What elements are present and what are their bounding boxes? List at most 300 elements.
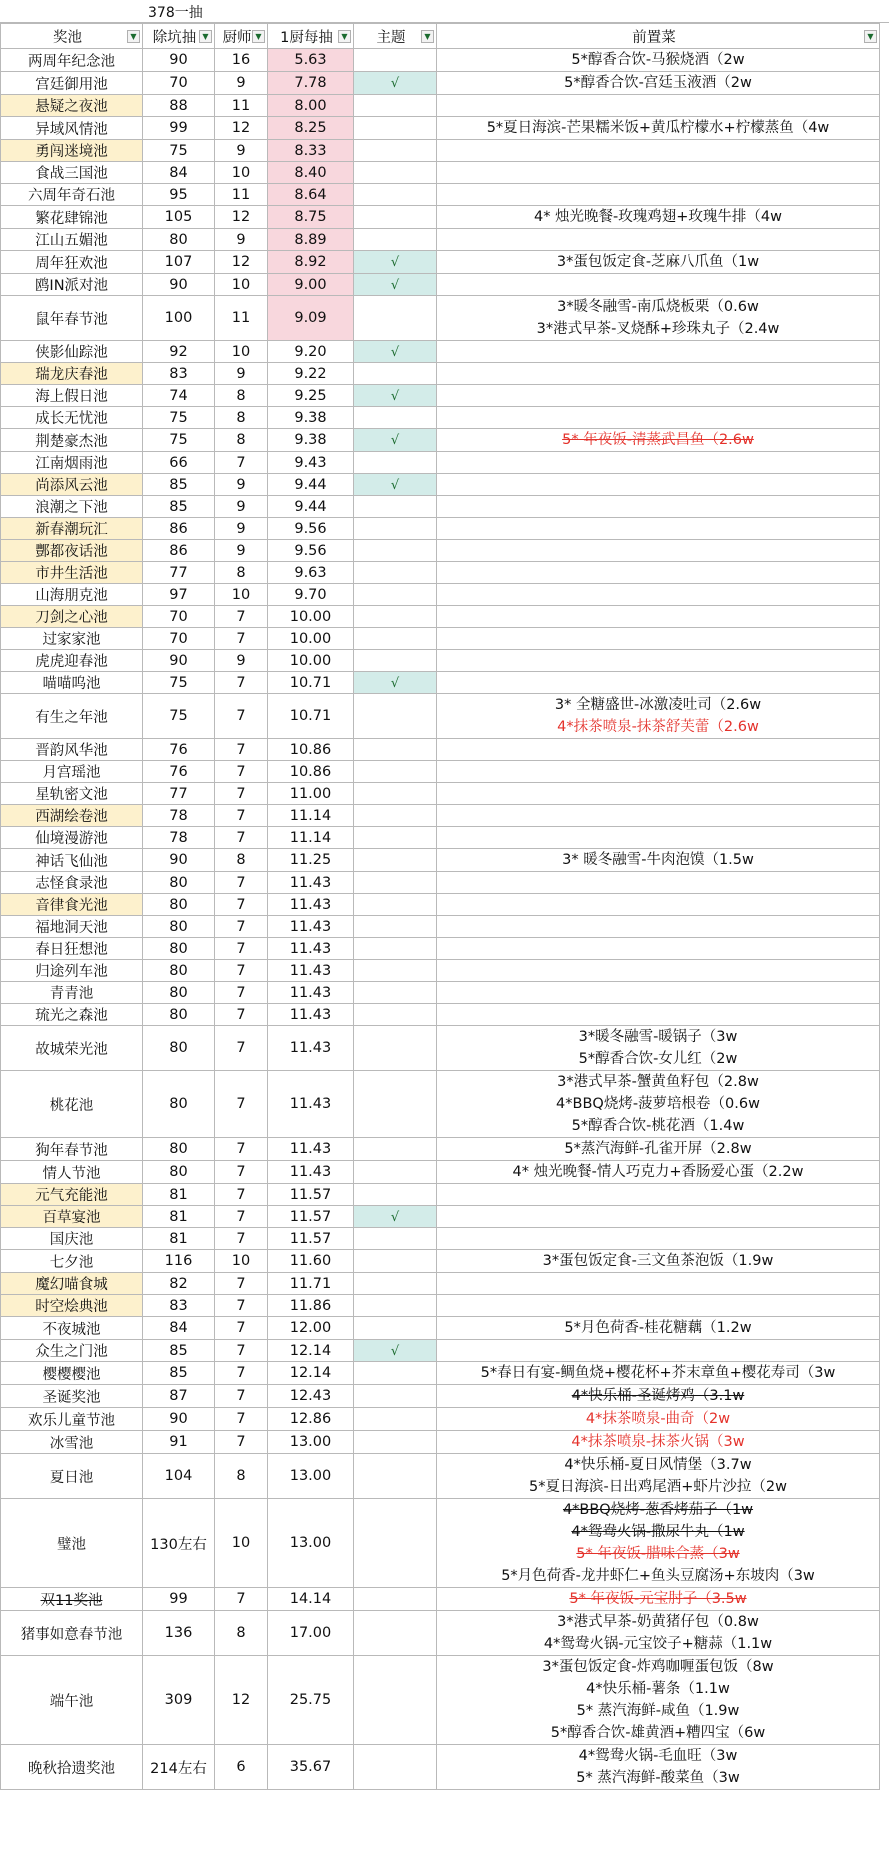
cell-avg[interactable]: 9.44 <box>268 496 354 518</box>
cell-theme[interactable] <box>354 628 437 650</box>
cell-prereq[interactable] <box>437 938 880 960</box>
table-row[interactable] <box>1 1611 880 1656</box>
cell-chefs[interactable]: 7 <box>215 1431 268 1454</box>
cell-pool-name[interactable]: 市井生活池 <box>1 562 143 584</box>
cell-draws[interactable]: 76 <box>143 761 215 783</box>
cell-draws[interactable]: 80 <box>143 1026 215 1071</box>
cell-prereq[interactable] <box>437 229 880 251</box>
cell-avg[interactable]: 11.43 <box>268 894 354 916</box>
cell-draws[interactable]: 92 <box>143 341 215 363</box>
cell-prereq[interactable] <box>437 982 880 1004</box>
cell-theme[interactable] <box>354 1184 437 1206</box>
cell-prereq[interactable] <box>437 694 880 739</box>
table-row[interactable] <box>1 562 880 584</box>
cell-chefs[interactable]: 7 <box>215 1004 268 1026</box>
cell-draws[interactable]: 80 <box>143 1138 215 1161</box>
table-row[interactable] <box>1 385 880 407</box>
cell-chefs[interactable]: 10 <box>215 162 268 184</box>
cell-pool-name[interactable]: 夏日池 <box>1 1454 143 1499</box>
cell-avg[interactable]: 11.43 <box>268 916 354 938</box>
cell-prereq[interactable] <box>437 1408 880 1431</box>
cell-theme[interactable] <box>354 117 437 140</box>
table-row[interactable] <box>1 452 880 474</box>
cell-pool-name[interactable]: 福地洞天池 <box>1 916 143 938</box>
cell-pool-name[interactable]: 江南烟雨池 <box>1 452 143 474</box>
cell-avg[interactable]: 11.60 <box>268 1250 354 1273</box>
cell-chefs[interactable]: 12 <box>215 251 268 274</box>
cell-theme[interactable] <box>354 162 437 184</box>
cell-pool-name[interactable]: 狗年春节池 <box>1 1138 143 1161</box>
cell-draws[interactable]: 90 <box>143 650 215 672</box>
cell-draws[interactable]: 75 <box>143 429 215 452</box>
cell-chefs[interactable]: 7 <box>215 916 268 938</box>
filter-dropdown-icon[interactable]: ▼ <box>338 30 351 43</box>
table-row[interactable] <box>1 1362 880 1385</box>
cell-avg[interactable]: 8.33 <box>268 140 354 162</box>
header-chefs[interactable] <box>215 24 268 49</box>
cell-draws[interactable]: 104 <box>143 1454 215 1499</box>
cell-theme[interactable] <box>354 1588 437 1611</box>
cell-pool-name[interactable]: 繁花肆锦池 <box>1 206 143 229</box>
table-row[interactable] <box>1 827 880 849</box>
table-row[interactable] <box>1 274 880 296</box>
cell-draws[interactable]: 86 <box>143 518 215 540</box>
cell-prereq[interactable] <box>437 1026 880 1071</box>
cell-pool-name[interactable]: 浪潮之下池 <box>1 496 143 518</box>
table-row[interactable] <box>1 429 880 452</box>
cell-prereq[interactable] <box>437 206 880 229</box>
header-draws[interactable] <box>143 24 215 49</box>
cell-theme[interactable] <box>354 1138 437 1161</box>
cell-avg[interactable]: 11.71 <box>268 1273 354 1295</box>
cell-chefs[interactable]: 12 <box>215 117 268 140</box>
cell-pool-name[interactable]: 鸥IN派对池 <box>1 274 143 296</box>
cell-draws[interactable]: 83 <box>143 363 215 385</box>
cell-draws[interactable]: 88 <box>143 95 215 117</box>
cell-avg[interactable]: 35.67 <box>268 1745 354 1790</box>
cell-pool-name[interactable]: 七夕池 <box>1 1250 143 1273</box>
table-row[interactable] <box>1 606 880 628</box>
table-row[interactable] <box>1 206 880 229</box>
cell-theme[interactable] <box>354 274 437 296</box>
cell-chefs[interactable]: 7 <box>215 672 268 694</box>
cell-chefs[interactable]: 7 <box>215 783 268 805</box>
table-row[interactable] <box>1 1273 880 1295</box>
cell-chefs[interactable]: 7 <box>215 1161 268 1184</box>
cell-avg[interactable]: 12.86 <box>268 1408 354 1431</box>
cell-pool-name[interactable]: 悬疑之夜池 <box>1 95 143 117</box>
cell-chefs[interactable]: 7 <box>215 1588 268 1611</box>
table-row[interactable] <box>1 1385 880 1408</box>
cell-prereq[interactable] <box>437 140 880 162</box>
cell-theme[interactable] <box>354 1317 437 1340</box>
table-row[interactable] <box>1 95 880 117</box>
table-row[interactable] <box>1 474 880 496</box>
table-row[interactable] <box>1 1745 880 1790</box>
cell-draws[interactable]: 99 <box>143 117 215 140</box>
cell-avg[interactable]: 11.43 <box>268 1071 354 1138</box>
cell-theme[interactable] <box>354 206 437 229</box>
cell-theme[interactable] <box>354 184 437 206</box>
cell-draws[interactable]: 95 <box>143 184 215 206</box>
cell-draws[interactable]: 83 <box>143 1295 215 1317</box>
cell-prereq[interactable] <box>437 274 880 296</box>
cell-prereq[interactable] <box>437 562 880 584</box>
cell-theme[interactable] <box>354 407 437 429</box>
cell-theme[interactable] <box>354 1004 437 1026</box>
cell-chefs[interactable]: 9 <box>215 363 268 385</box>
cell-avg[interactable]: 8.92 <box>268 251 354 274</box>
cell-avg[interactable]: 12.14 <box>268 1362 354 1385</box>
table-row[interactable] <box>1 1206 880 1228</box>
cell-avg[interactable]: 10.00 <box>268 650 354 672</box>
cell-chefs[interactable]: 10 <box>215 1499 268 1588</box>
cell-draws[interactable]: 116 <box>143 1250 215 1273</box>
table-row[interactable] <box>1 1026 880 1071</box>
cell-draws[interactable]: 81 <box>143 1184 215 1206</box>
cell-pool-name[interactable]: 魔幻喵食城 <box>1 1273 143 1295</box>
table-row[interactable] <box>1 938 880 960</box>
table-row[interactable] <box>1 849 880 872</box>
cell-draws[interactable]: 66 <box>143 452 215 474</box>
cell-prereq[interactable] <box>437 496 880 518</box>
filter-dropdown-icon[interactable]: ▼ <box>252 30 265 43</box>
cell-avg[interactable]: 13.00 <box>268 1499 354 1588</box>
cell-pool-name[interactable]: 荆楚豪杰池 <box>1 429 143 452</box>
cell-pool-name[interactable]: 月宫瑶池 <box>1 761 143 783</box>
cell-pool-name[interactable]: 过家家池 <box>1 628 143 650</box>
table-row[interactable] <box>1 363 880 385</box>
cell-chefs[interactable]: 8 <box>215 385 268 407</box>
cell-draws[interactable]: 76 <box>143 739 215 761</box>
cell-chefs[interactable]: 9 <box>215 140 268 162</box>
cell-chefs[interactable]: 9 <box>215 72 268 95</box>
cell-draws[interactable]: 99 <box>143 1588 215 1611</box>
cell-draws[interactable]: 100 <box>143 296 215 341</box>
cell-prereq[interactable] <box>437 916 880 938</box>
cell-avg[interactable]: 9.22 <box>268 363 354 385</box>
table-row[interactable] <box>1 805 880 827</box>
cell-theme[interactable] <box>354 452 437 474</box>
cell-chefs[interactable]: 7 <box>215 872 268 894</box>
cell-draws[interactable]: 74 <box>143 385 215 407</box>
cell-prereq[interactable] <box>437 1273 880 1295</box>
cell-theme[interactable] <box>354 1408 437 1431</box>
table-row[interactable] <box>1 49 880 72</box>
cell-pool-name[interactable]: 宫廷御用池 <box>1 72 143 95</box>
cell-avg[interactable]: 13.00 <box>268 1431 354 1454</box>
cell-avg[interactable]: 11.14 <box>268 827 354 849</box>
cell-avg[interactable]: 11.14 <box>268 805 354 827</box>
cell-chefs[interactable]: 11 <box>215 95 268 117</box>
table-row[interactable] <box>1 982 880 1004</box>
cell-draws[interactable]: 90 <box>143 49 215 72</box>
cell-avg[interactable]: 9.70 <box>268 584 354 606</box>
cell-draws[interactable]: 90 <box>143 1408 215 1431</box>
cell-draws[interactable]: 77 <box>143 562 215 584</box>
cell-pool-name[interactable]: 晚秋拾遗奖池 <box>1 1745 143 1790</box>
cell-prereq[interactable] <box>437 251 880 274</box>
cell-draws[interactable]: 75 <box>143 672 215 694</box>
cell-chefs[interactable]: 7 <box>215 628 268 650</box>
cell-draws[interactable]: 85 <box>143 1362 215 1385</box>
cell-pool-name[interactable]: 璧池 <box>1 1499 143 1588</box>
cell-chefs[interactable]: 7 <box>215 1408 268 1431</box>
cell-theme[interactable] <box>354 1454 437 1499</box>
table-row[interactable] <box>1 1340 880 1362</box>
cell-prereq[interactable] <box>437 1431 880 1454</box>
cell-chefs[interactable]: 7 <box>215 694 268 739</box>
table-row[interactable] <box>1 1004 880 1026</box>
cell-avg[interactable]: 8.00 <box>268 95 354 117</box>
cell-prereq[interactable] <box>437 1317 880 1340</box>
cell-theme[interactable] <box>354 1206 437 1228</box>
cell-theme[interactable] <box>354 938 437 960</box>
cell-prereq[interactable] <box>437 1340 880 1362</box>
table-row[interactable] <box>1 1295 880 1317</box>
cell-theme[interactable] <box>354 694 437 739</box>
cell-avg[interactable]: 11.57 <box>268 1206 354 1228</box>
cell-avg[interactable]: 9.63 <box>268 562 354 584</box>
table-row[interactable] <box>1 1454 880 1499</box>
cell-prereq[interactable] <box>437 341 880 363</box>
cell-prereq[interactable] <box>437 872 880 894</box>
cell-prereq[interactable] <box>437 628 880 650</box>
cell-draws[interactable]: 90 <box>143 274 215 296</box>
cell-theme[interactable] <box>354 1385 437 1408</box>
cell-prereq[interactable] <box>437 95 880 117</box>
cell-avg[interactable]: 5.63 <box>268 49 354 72</box>
cell-avg[interactable]: 11.43 <box>268 1161 354 1184</box>
cell-draws[interactable]: 107 <box>143 251 215 274</box>
table-row[interactable] <box>1 761 880 783</box>
cell-pool-name[interactable]: 新春潮玩汇 <box>1 518 143 540</box>
cell-chefs[interactable]: 7 <box>215 894 268 916</box>
cell-draws[interactable]: 81 <box>143 1206 215 1228</box>
cell-chefs[interactable]: 7 <box>215 739 268 761</box>
cell-pool-name[interactable]: 百草宴池 <box>1 1206 143 1228</box>
cell-pool-name[interactable]: 不夜城池 <box>1 1317 143 1340</box>
table-row[interactable] <box>1 1228 880 1250</box>
cell-chefs[interactable]: 12 <box>215 1656 268 1745</box>
cell-theme[interactable] <box>354 1431 437 1454</box>
cell-draws[interactable]: 70 <box>143 606 215 628</box>
cell-theme[interactable] <box>354 363 437 385</box>
cell-pool-name[interactable]: 琉光之森池 <box>1 1004 143 1026</box>
cell-avg[interactable]: 13.00 <box>268 1454 354 1499</box>
cell-chefs[interactable]: 7 <box>215 1295 268 1317</box>
cell-theme[interactable] <box>354 1273 437 1295</box>
cell-draws[interactable]: 90 <box>143 849 215 872</box>
table-row[interactable] <box>1 341 880 363</box>
filter-dropdown-icon[interactable]: ▼ <box>127 30 140 43</box>
table-row[interactable] <box>1 1250 880 1273</box>
cell-pool-name[interactable]: 故城荣光池 <box>1 1026 143 1071</box>
cell-draws[interactable]: 77 <box>143 783 215 805</box>
cell-theme[interactable] <box>354 1745 437 1790</box>
cell-avg[interactable]: 10.00 <box>268 606 354 628</box>
cell-theme[interactable] <box>354 296 437 341</box>
cell-prereq[interactable] <box>437 1499 880 1588</box>
cell-draws[interactable]: 80 <box>143 1071 215 1138</box>
cell-avg[interactable]: 9.43 <box>268 452 354 474</box>
cell-pool-name[interactable]: 欢乐儿童节池 <box>1 1408 143 1431</box>
filter-dropdown-icon[interactable]: ▼ <box>199 30 212 43</box>
table-row[interactable] <box>1 496 880 518</box>
cell-theme[interactable] <box>354 429 437 452</box>
cell-draws[interactable]: 85 <box>143 1340 215 1362</box>
cell-avg[interactable]: 10.71 <box>268 694 354 739</box>
cell-pool-name[interactable]: 国庆池 <box>1 1228 143 1250</box>
table-row[interactable] <box>1 1656 880 1745</box>
cell-chefs[interactable]: 8 <box>215 1611 268 1656</box>
cell-avg[interactable]: 8.64 <box>268 184 354 206</box>
cell-avg[interactable]: 11.43 <box>268 1026 354 1071</box>
cell-pool-name[interactable]: 海上假日池 <box>1 385 143 407</box>
cell-chefs[interactable]: 9 <box>215 540 268 562</box>
table-row[interactable] <box>1 1138 880 1161</box>
header-prereq[interactable] <box>437 24 880 49</box>
cell-avg[interactable]: 9.09 <box>268 296 354 341</box>
cell-avg[interactable]: 12.43 <box>268 1385 354 1408</box>
cell-pool-name[interactable]: 情人节池 <box>1 1161 143 1184</box>
cell-pool-name[interactable]: 勇闯迷境池 <box>1 140 143 162</box>
cell-theme[interactable] <box>354 982 437 1004</box>
cell-prereq[interactable] <box>437 1161 880 1184</box>
cell-avg[interactable]: 9.25 <box>268 385 354 407</box>
cell-pool-name[interactable]: 端午池 <box>1 1656 143 1745</box>
cell-theme[interactable] <box>354 540 437 562</box>
cell-theme[interactable] <box>354 805 437 827</box>
cell-avg[interactable]: 9.20 <box>268 341 354 363</box>
cell-prereq[interactable] <box>437 761 880 783</box>
cell-pool-name[interactable]: 时空烩典池 <box>1 1295 143 1317</box>
table-row[interactable] <box>1 184 880 206</box>
cell-draws[interactable]: 80 <box>143 1161 215 1184</box>
table-row[interactable] <box>1 650 880 672</box>
cell-avg[interactable]: 11.43 <box>268 872 354 894</box>
cell-theme[interactable] <box>354 960 437 982</box>
cell-theme[interactable] <box>354 739 437 761</box>
cell-draws[interactable]: 84 <box>143 1317 215 1340</box>
cell-prereq[interactable] <box>437 407 880 429</box>
cell-pool-name[interactable]: 冰雪池 <box>1 1431 143 1454</box>
cell-chefs[interactable]: 9 <box>215 229 268 251</box>
table-row[interactable] <box>1 117 880 140</box>
cell-prereq[interactable] <box>437 72 880 95</box>
cell-theme[interactable] <box>354 385 437 407</box>
table-row[interactable] <box>1 407 880 429</box>
cell-avg[interactable]: 12.00 <box>268 1317 354 1340</box>
cell-theme[interactable] <box>354 783 437 805</box>
cell-pool-name[interactable]: 桃花池 <box>1 1071 143 1138</box>
cell-draws[interactable]: 80 <box>143 982 215 1004</box>
cell-prereq[interactable] <box>437 1611 880 1656</box>
cell-prereq[interactable] <box>437 1588 880 1611</box>
cell-prereq[interactable] <box>437 1071 880 1138</box>
cell-chefs[interactable]: 7 <box>215 960 268 982</box>
cell-chefs[interactable]: 8 <box>215 1454 268 1499</box>
table-row[interactable] <box>1 1071 880 1138</box>
cell-theme[interactable] <box>354 761 437 783</box>
table-row[interactable] <box>1 1431 880 1454</box>
cell-pool-name[interactable]: 双11奖池 <box>1 1588 143 1611</box>
table-row[interactable] <box>1 1408 880 1431</box>
cell-draws[interactable]: 70 <box>143 628 215 650</box>
cell-theme[interactable] <box>354 562 437 584</box>
cell-pool-name[interactable]: 山海朋克池 <box>1 584 143 606</box>
cell-prereq[interactable] <box>437 1138 880 1161</box>
cell-chefs[interactable]: 7 <box>215 982 268 1004</box>
cell-chefs[interactable]: 7 <box>215 1340 268 1362</box>
cell-chefs[interactable]: 7 <box>215 606 268 628</box>
cell-draws[interactable]: 81 <box>143 1228 215 1250</box>
cell-pool-name[interactable]: 晋韵风华池 <box>1 739 143 761</box>
cell-pool-name[interactable]: 周年狂欢池 <box>1 251 143 274</box>
table-row[interactable] <box>1 1161 880 1184</box>
cell-draws[interactable]: 97 <box>143 584 215 606</box>
cell-prereq[interactable] <box>437 739 880 761</box>
cell-prereq[interactable] <box>437 184 880 206</box>
cell-avg[interactable]: 17.00 <box>268 1611 354 1656</box>
cell-chefs[interactable]: 9 <box>215 496 268 518</box>
cell-pool-name[interactable]: 刀剑之心池 <box>1 606 143 628</box>
table-row[interactable] <box>1 672 880 694</box>
cell-avg[interactable]: 11.00 <box>268 783 354 805</box>
table-row[interactable] <box>1 739 880 761</box>
cell-pool-name[interactable]: 猪事如意春节池 <box>1 1611 143 1656</box>
cell-avg[interactable]: 12.14 <box>268 1340 354 1362</box>
cell-avg[interactable]: 11.43 <box>268 1138 354 1161</box>
cell-theme[interactable] <box>354 341 437 363</box>
table-row[interactable] <box>1 1499 880 1588</box>
cell-avg[interactable]: 11.43 <box>268 938 354 960</box>
cell-prereq[interactable] <box>437 540 880 562</box>
cell-draws[interactable]: 82 <box>143 1273 215 1295</box>
cell-draws[interactable]: 80 <box>143 938 215 960</box>
cell-draws[interactable]: 214左右 <box>143 1745 215 1790</box>
cell-pool-name[interactable]: 瑞龙庆春池 <box>1 363 143 385</box>
cell-chefs[interactable]: 7 <box>215 1362 268 1385</box>
cell-prereq[interactable] <box>437 672 880 694</box>
cell-pool-name[interactable]: 鼠年春节池 <box>1 296 143 341</box>
cell-theme[interactable] <box>354 1362 437 1385</box>
cell-prereq[interactable] <box>437 385 880 407</box>
cell-pool-name[interactable]: 食战三国池 <box>1 162 143 184</box>
cell-avg[interactable]: 7.78 <box>268 72 354 95</box>
cell-theme[interactable] <box>354 650 437 672</box>
cell-prereq[interactable] <box>437 1656 880 1745</box>
cell-pool-name[interactable]: 仙境漫游池 <box>1 827 143 849</box>
cell-draws[interactable]: 80 <box>143 960 215 982</box>
cell-draws[interactable]: 86 <box>143 540 215 562</box>
cell-prereq[interactable] <box>437 1454 880 1499</box>
cell-theme[interactable] <box>354 1071 437 1138</box>
cell-prereq[interactable] <box>437 1228 880 1250</box>
cell-prereq[interactable] <box>437 1206 880 1228</box>
cell-avg[interactable]: 11.57 <box>268 1184 354 1206</box>
cell-theme[interactable] <box>354 894 437 916</box>
cell-avg[interactable]: 10.86 <box>268 761 354 783</box>
cell-chefs[interactable]: 9 <box>215 650 268 672</box>
cell-avg[interactable]: 8.40 <box>268 162 354 184</box>
cell-chefs[interactable]: 11 <box>215 184 268 206</box>
cell-prereq[interactable] <box>437 827 880 849</box>
cell-draws[interactable]: 70 <box>143 72 215 95</box>
cell-pool-name[interactable]: 春日狂想池 <box>1 938 143 960</box>
header-avg[interactable] <box>268 24 354 49</box>
cell-theme[interactable] <box>354 251 437 274</box>
